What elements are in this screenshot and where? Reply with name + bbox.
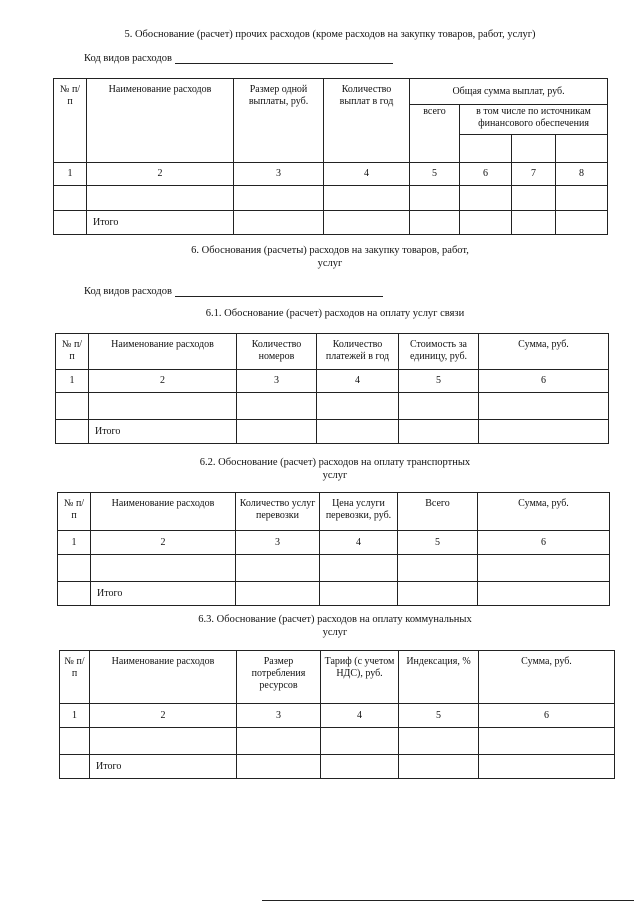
table-cell[interactable] [324, 186, 410, 211]
col-number: 2 [91, 531, 236, 555]
section5-code-line [84, 53, 393, 64]
table-cell[interactable] [324, 211, 410, 235]
table-cell[interactable] [236, 555, 320, 582]
col-number: 3 [237, 704, 321, 728]
col-number: 5 [399, 370, 479, 393]
col-number: 7 [512, 163, 556, 186]
table-cell[interactable] [478, 582, 610, 606]
table-cell[interactable] [320, 582, 398, 606]
total-row [56, 420, 609, 444]
col-number: 6 [478, 531, 610, 555]
col-number: 1 [54, 163, 87, 186]
col-number: 5 [410, 163, 460, 186]
section63-table [59, 650, 615, 779]
table-cell[interactable] [317, 420, 399, 444]
table-row [54, 186, 608, 211]
header-all: всего [410, 105, 460, 163]
table-cell[interactable] [87, 186, 234, 211]
total-label: Итого [87, 211, 234, 235]
table-cell[interactable] [321, 755, 399, 779]
table-cell[interactable] [410, 211, 460, 235]
table-cell[interactable] [479, 420, 609, 444]
section62-title-line2: услуг [322, 470, 348, 481]
table-cell[interactable] [234, 211, 324, 235]
table-cell[interactable] [410, 186, 460, 211]
footer-rule [262, 900, 634, 901]
table-cell[interactable] [556, 186, 608, 211]
header-total: Всего [398, 493, 478, 531]
numbering-row [58, 531, 610, 555]
header-name: Наименование расходов [91, 493, 236, 531]
col-number: 2 [87, 163, 234, 186]
table-cell[interactable] [478, 555, 610, 582]
header-payments-per-year: Количество платежей в год [317, 334, 399, 370]
header-name: Наименование расходов [89, 334, 237, 370]
col-number: 6 [479, 370, 609, 393]
section6-title-line2: услуг [317, 258, 343, 269]
total-row [58, 582, 610, 606]
table-cell[interactable] [58, 582, 91, 606]
col-number: 5 [398, 531, 478, 555]
table-cell[interactable] [234, 186, 324, 211]
numbering-row [54, 163, 608, 186]
table-cell[interactable] [56, 393, 89, 420]
header-sources: в том числе по источникам финансового обеспечения [460, 105, 608, 135]
col-number: 6 [479, 704, 615, 728]
table-cell[interactable] [60, 728, 90, 755]
table-cell[interactable] [236, 582, 320, 606]
col-number: 2 [89, 370, 237, 393]
header-name: Наименование расходов [90, 651, 237, 704]
header-name: Наименование расходов [87, 79, 234, 163]
table-cell[interactable] [58, 555, 91, 582]
code-blank[interactable] [175, 286, 383, 297]
col-number: 4 [321, 704, 399, 728]
header-num: № п/ п [54, 79, 87, 163]
header-count-numbers: Количество номеров [237, 334, 317, 370]
table-cell[interactable] [512, 211, 556, 235]
table-cell[interactable] [556, 211, 608, 235]
table-cell[interactable] [512, 186, 556, 211]
header-unit-cost: Стоимость за единицу, руб. [399, 334, 479, 370]
header-total-group: Общая сумма выплат, руб. [410, 79, 608, 105]
col-number: 6 [460, 163, 512, 186]
table-cell[interactable] [399, 393, 479, 420]
table-cell[interactable] [237, 393, 317, 420]
header-consumption: Размер потребления ресурсов [237, 651, 321, 704]
col-number: 3 [237, 370, 317, 393]
col-number: 3 [236, 531, 320, 555]
header-size: Размер одной выплаты, руб. [234, 79, 324, 163]
table-cell[interactable] [399, 755, 479, 779]
table-cell[interactable] [479, 755, 615, 779]
total-row [54, 211, 608, 235]
table-cell[interactable] [237, 755, 321, 779]
table-cell[interactable] [460, 186, 512, 211]
section63-title-line2: услуг [322, 627, 348, 638]
table-cell[interactable] [54, 186, 87, 211]
table-cell[interactable] [399, 728, 479, 755]
table-cell[interactable] [90, 728, 237, 755]
section5-title: 5. Обоснование (расчет) прочих расходов (кроме расходов на закупку товаров, работ, услуг) [124, 29, 536, 40]
section61-title: 6.1. Обоснование (расчет) расходов на оплату услуг связи [205, 308, 465, 319]
col-number: 2 [90, 704, 237, 728]
subcolumn-cell [556, 135, 608, 163]
header-transport-price: Цена услуги перевозки, руб. [320, 493, 398, 531]
code-blank[interactable] [175, 53, 393, 64]
table-cell[interactable] [89, 393, 237, 420]
table-cell[interactable] [479, 728, 615, 755]
section63-title [150, 613, 520, 639]
col-number: 1 [58, 531, 91, 555]
header-sum: Сумма, руб. [479, 651, 615, 704]
table-cell[interactable] [399, 420, 479, 444]
section6-title-line1: 6. Обоснования (расчеты) расходов на закупку товаров, работ, [191, 245, 469, 256]
subcolumn-cell [512, 135, 556, 163]
table-cell[interactable] [479, 393, 609, 420]
total-label: Итого [89, 420, 237, 444]
numbering-row [60, 704, 615, 728]
col-number: 4 [317, 370, 399, 393]
table-cell[interactable] [321, 728, 399, 755]
code-label: Код видов расходов [84, 53, 172, 64]
header-num: № п/ п [58, 493, 91, 531]
section61-table [55, 333, 609, 444]
table-cell[interactable] [320, 555, 398, 582]
col-number: 5 [399, 704, 479, 728]
table-row [58, 555, 610, 582]
table-cell[interactable] [398, 555, 478, 582]
header-indexation: Индексация, % [399, 651, 479, 704]
table-cell[interactable] [237, 420, 317, 444]
table-cell[interactable] [54, 211, 87, 235]
total-label: Итого [91, 582, 236, 606]
section63-title-line1: 6.3. Обоснование (расчет) расходов на оплату коммунальных [198, 614, 472, 625]
table-cell[interactable] [56, 420, 89, 444]
table-row [60, 728, 615, 755]
table-cell[interactable] [460, 211, 512, 235]
col-number: 4 [324, 163, 410, 186]
section62-title [150, 456, 520, 482]
header-num: № п/ п [56, 334, 89, 370]
section6-code-line [84, 286, 383, 297]
header-qty: Количество выплат в год [324, 79, 410, 163]
section5-table [53, 78, 608, 235]
table-cell[interactable] [60, 755, 90, 779]
subcolumn-cell [460, 135, 512, 163]
code-label: Код видов расходов [84, 286, 172, 297]
col-number: 4 [320, 531, 398, 555]
total-row [60, 755, 615, 779]
table-cell[interactable] [91, 555, 236, 582]
section6-title [150, 244, 510, 270]
header-sum: Сумма, руб. [478, 493, 610, 531]
header-num: № п/ п [60, 651, 90, 704]
col-number: 1 [56, 370, 89, 393]
header-transport-count: Количество услуг перевозки [236, 493, 320, 531]
numbering-row [56, 370, 609, 393]
col-number: 1 [60, 704, 90, 728]
section62-table [57, 492, 610, 606]
col-number: 3 [234, 163, 324, 186]
total-label: Итого [90, 755, 237, 779]
table-cell[interactable] [317, 393, 399, 420]
table-cell[interactable] [237, 728, 321, 755]
section62-title-line1: 6.2. Обоснование (расчет) расходов на оплату транспортных [199, 457, 471, 468]
table-row [56, 393, 609, 420]
col-number: 8 [556, 163, 608, 186]
header-sum: Сумма, руб. [479, 334, 609, 370]
table-cell[interactable] [398, 582, 478, 606]
header-tariff: Тариф (с учетом НДС), руб. [321, 651, 399, 704]
